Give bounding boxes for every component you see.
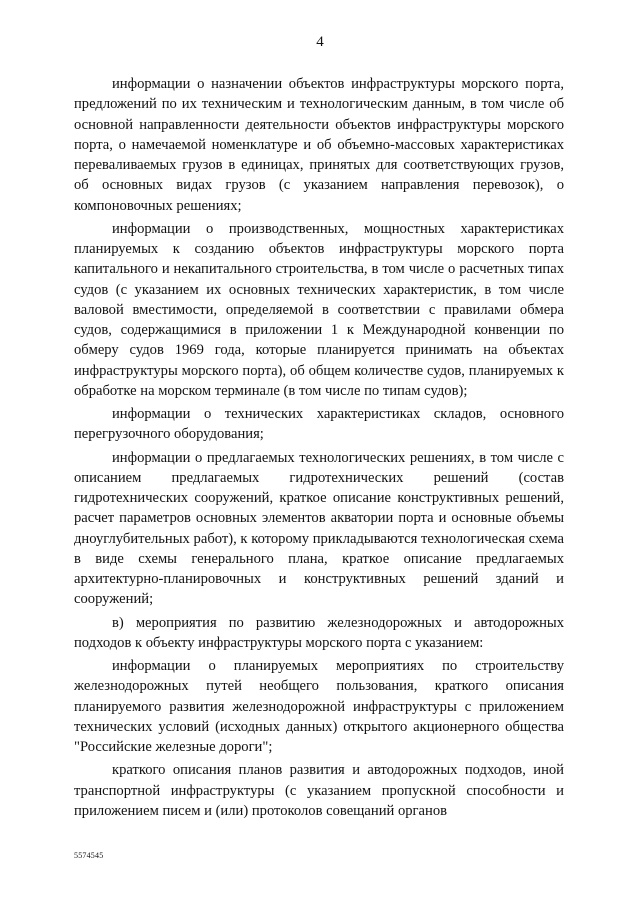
paragraph-technological-solutions: информации о предлагаемых технологических решениях, в том числе с описанием предлагаемых гидротехнических решений (состав гидротехнических сооружений, краткое описание конструктивных решений, расчет параметров основных элементов акватории порта и основные объемы дноуглубительных работ), к которому прикладываются технологическая схема в виде схемы генерального плана, краткое описание предлагаемых архитектурно-планировочных и конструктивных решений зданий и сооружений; <box>74 449 564 608</box>
paragraph-warehouse-specs: информации о технических характеристиках складов, основного перегрузочного оборудования; <box>74 406 564 443</box>
paragraph-approach-measures: в) мероприятия по развитию железнодорожных и автодорожных подходов к объекту инфраструктуры морского порта с указанием: <box>74 614 564 651</box>
paragraph-railway-plans: информации о планируемых мероприятиях по строительству железнодорожных путей необщего пользования, краткого описания планируемого развития железнодорожной инфраструктуры с приложением технических условий (исходных данных) открытого акционерного общества "Российские железные дороги"; <box>74 658 564 755</box>
document-body <box>74 74 564 821</box>
document-id: 5574545 <box>74 851 104 860</box>
paragraph-road-plans: краткого описания планов развития и автодорожных подходов, иной транспортной инфраструктуры (с указанием пропускной способности и приложением писем и (или) протоколов совещаний органов <box>74 762 564 819</box>
page-number: 4 <box>316 34 324 50</box>
paragraph-production-capacity: информации о производственных, мощностных характеристиках планируемых к созданию объектов инфраструктуры морского порта капитального и некапитального строительства, в том числе о расчетных типах судов (с указанием их основных технических характеристик, в том числе валовой вместимости, определяемой в соответствии с правилами обмера судов, содержащимися в приложении 1 к Международной конвенции по обмеру судов 1969 года, которые планируется принимать на объектах инфраструктуры морского порта), об общем количестве судов, планируемых к обработке на морском терминале (в том числе по типам судов); <box>74 220 564 399</box>
paragraph-port-purpose: информации о назначении объектов инфраструктуры морского порта, предложений по их техническим и технологическим данным, в том числе об основной направленности деятельности объектов инфраструктуры морского порта, о намечаемой номенклатуре и об объемно-массовых характеристиках переваливаемых грузов в единицах, принятых для соответствующих грузов, об основных видах грузов (с указанием направления перевозок), о компоновочных решениях; <box>74 76 564 214</box>
